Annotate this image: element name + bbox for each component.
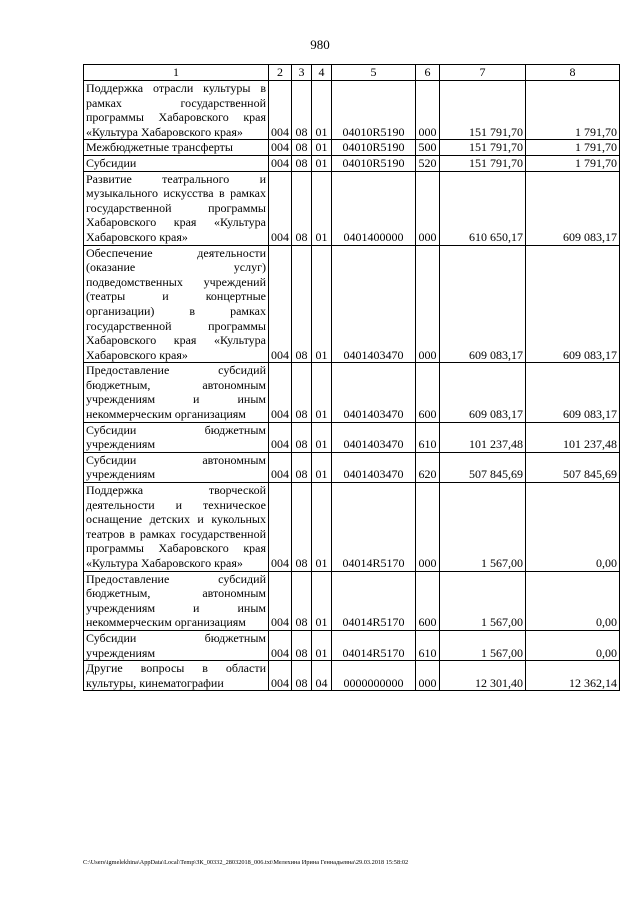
target-article-cell: 0401403470 bbox=[332, 422, 416, 452]
section-code-cell: 08 bbox=[292, 245, 312, 363]
target-article-cell: 0000000000 bbox=[332, 661, 416, 691]
table-header-row bbox=[84, 65, 620, 81]
column-header: 8 bbox=[526, 65, 620, 81]
expense-type-cell: 000 bbox=[416, 171, 440, 245]
row-name-cell: Развитие театрального и музыкального искусства в рамках государственной программы Хабаровского края «Культура Хабаровского края» bbox=[84, 171, 269, 245]
subsection-code-cell: 04 bbox=[312, 661, 332, 691]
amount-col7-cell: 507 845,69 bbox=[440, 452, 526, 482]
table-row bbox=[84, 452, 620, 482]
chapter-code-cell: 004 bbox=[269, 363, 292, 422]
column-header: 3 bbox=[292, 65, 312, 81]
column-header: 7 bbox=[440, 65, 526, 81]
amount-col8-cell: 1 791,70 bbox=[526, 81, 620, 140]
target-article-cell: 04010R5190 bbox=[332, 140, 416, 156]
subsection-code-cell: 01 bbox=[312, 245, 332, 363]
expense-type-cell: 610 bbox=[416, 630, 440, 660]
amount-col8-cell: 609 083,17 bbox=[526, 363, 620, 422]
expense-type-cell: 620 bbox=[416, 452, 440, 482]
subsection-code-cell: 01 bbox=[312, 571, 332, 630]
subsection-code-cell: 01 bbox=[312, 140, 332, 156]
expense-type-cell: 520 bbox=[416, 155, 440, 171]
chapter-code-cell: 004 bbox=[269, 630, 292, 660]
table-row bbox=[84, 140, 620, 156]
row-name-cell: Субсидии бюджетным учреждениям bbox=[84, 630, 269, 660]
column-header: 5 bbox=[332, 65, 416, 81]
target-article-cell: 0401403470 bbox=[332, 245, 416, 363]
expense-type-cell: 610 bbox=[416, 422, 440, 452]
row-name-cell: Межбюджетные трансферты bbox=[84, 140, 269, 156]
chapter-code-cell: 004 bbox=[269, 245, 292, 363]
section-code-cell: 08 bbox=[292, 483, 312, 572]
section-code-cell: 08 bbox=[292, 171, 312, 245]
expense-type-cell: 500 bbox=[416, 140, 440, 156]
target-article-cell: 04014R5170 bbox=[332, 571, 416, 630]
table-row bbox=[84, 171, 620, 245]
table-row bbox=[84, 155, 620, 171]
amount-col7-cell: 1 567,00 bbox=[440, 483, 526, 572]
subsection-code-cell: 01 bbox=[312, 155, 332, 171]
subsection-code-cell: 01 bbox=[312, 81, 332, 140]
table-row bbox=[84, 571, 620, 630]
target-article-cell: 04010R5190 bbox=[332, 81, 416, 140]
expense-type-cell: 000 bbox=[416, 661, 440, 691]
chapter-code-cell: 004 bbox=[269, 483, 292, 572]
amount-col8-cell: 0,00 bbox=[526, 483, 620, 572]
chapter-code-cell: 004 bbox=[269, 571, 292, 630]
amount-col7-cell: 151 791,70 bbox=[440, 81, 526, 140]
amount-col7-cell: 609 083,17 bbox=[440, 245, 526, 363]
table-body bbox=[84, 81, 620, 691]
section-code-cell: 08 bbox=[292, 661, 312, 691]
row-name-cell: Субсидии автономным учреждениям bbox=[84, 452, 269, 482]
amount-col8-cell: 12 362,14 bbox=[526, 661, 620, 691]
chapter-code-cell: 004 bbox=[269, 171, 292, 245]
row-name-cell: Поддержка отрасли культуры в рамках государственной программы Хабаровского края «Культура Хабаровского края» bbox=[84, 81, 269, 140]
budget-table bbox=[83, 64, 620, 691]
target-article-cell: 0401403470 bbox=[332, 363, 416, 422]
amount-col7-cell: 101 237,48 bbox=[440, 422, 526, 452]
amount-col8-cell: 507 845,69 bbox=[526, 452, 620, 482]
subsection-code-cell: 01 bbox=[312, 171, 332, 245]
amount-col7-cell: 1 567,00 bbox=[440, 571, 526, 630]
row-name-cell: Предоставление субсидий бюджетным, автономным учреждениям и иным некоммерческим организациям bbox=[84, 363, 269, 422]
amount-col8-cell: 0,00 bbox=[526, 630, 620, 660]
page-number: 980 bbox=[310, 37, 330, 52]
row-name-cell: Предоставление субсидий бюджетным, автономным учреждениям и иным некоммерческим организациям bbox=[84, 571, 269, 630]
chapter-code-cell: 004 bbox=[269, 140, 292, 156]
target-article-cell: 04014R5170 bbox=[332, 483, 416, 572]
subsection-code-cell: 01 bbox=[312, 630, 332, 660]
section-code-cell: 08 bbox=[292, 140, 312, 156]
chapter-code-cell: 004 bbox=[269, 452, 292, 482]
subsection-code-cell: 01 bbox=[312, 363, 332, 422]
target-article-cell: 0401403470 bbox=[332, 452, 416, 482]
expense-type-cell: 600 bbox=[416, 363, 440, 422]
table-row bbox=[84, 630, 620, 660]
amount-col8-cell: 1 791,70 bbox=[526, 140, 620, 156]
row-name-cell: Поддержка творческой деятельности и техническое оснащение детских и кукольных театров в рамках государственной программы Хабаровского края «Культура Хабаровского края» bbox=[84, 483, 269, 572]
row-name-cell: Субсидии бюджетным учреждениям bbox=[84, 422, 269, 452]
column-header: 6 bbox=[416, 65, 440, 81]
table-row bbox=[84, 422, 620, 452]
target-article-cell: 04010R5190 bbox=[332, 155, 416, 171]
table-row bbox=[84, 661, 620, 691]
section-code-cell: 08 bbox=[292, 363, 312, 422]
section-code-cell: 08 bbox=[292, 571, 312, 630]
expense-type-cell: 000 bbox=[416, 245, 440, 363]
row-name-cell: Субсидии bbox=[84, 155, 269, 171]
table-row bbox=[84, 81, 620, 140]
expense-type-cell: 000 bbox=[416, 81, 440, 140]
column-header: 1 bbox=[84, 65, 269, 81]
amount-col8-cell: 101 237,48 bbox=[526, 422, 620, 452]
amount-col7-cell: 609 083,17 bbox=[440, 363, 526, 422]
subsection-code-cell: 01 bbox=[312, 422, 332, 452]
chapter-code-cell: 004 bbox=[269, 661, 292, 691]
subsection-code-cell: 01 bbox=[312, 452, 332, 482]
section-code-cell: 08 bbox=[292, 81, 312, 140]
amount-col7-cell: 12 301,40 bbox=[440, 661, 526, 691]
subsection-code-cell: 01 bbox=[312, 483, 332, 572]
target-article-cell: 04014R5170 bbox=[332, 630, 416, 660]
target-article-cell: 0401400000 bbox=[332, 171, 416, 245]
amount-col8-cell: 0,00 bbox=[526, 571, 620, 630]
chapter-code-cell: 004 bbox=[269, 155, 292, 171]
column-header: 4 bbox=[312, 65, 332, 81]
row-name-cell: Другие вопросы в области культуры, кинематографии bbox=[84, 661, 269, 691]
expense-type-cell: 600 bbox=[416, 571, 440, 630]
footer-file-path: C:\Users\igmelekhina\AppData\Local\Temp\ЗК_00332_28032018_006.txt\Мелехина Ирина Геннадьевна\29.03.2018 15:58:02 bbox=[83, 859, 409, 866]
table-row bbox=[84, 245, 620, 363]
amount-col8-cell: 609 083,17 bbox=[526, 245, 620, 363]
section-code-cell: 08 bbox=[292, 422, 312, 452]
section-code-cell: 08 bbox=[292, 452, 312, 482]
amount-col7-cell: 1 567,00 bbox=[440, 630, 526, 660]
section-code-cell: 08 bbox=[292, 630, 312, 660]
table-row bbox=[84, 483, 620, 572]
amount-col7-cell: 151 791,70 bbox=[440, 155, 526, 171]
expense-type-cell: 000 bbox=[416, 483, 440, 572]
amount-col8-cell: 609 083,17 bbox=[526, 171, 620, 245]
row-name-cell: Обеспечение деятельности (оказание услуг) подведомственных учреждений (театры и концертные организации) в рамках государственной программы Хабаровского края «Культура Хабаровского края» bbox=[84, 245, 269, 363]
amount-col7-cell: 151 791,70 bbox=[440, 140, 526, 156]
table-row bbox=[84, 363, 620, 422]
chapter-code-cell: 004 bbox=[269, 422, 292, 452]
column-header: 2 bbox=[269, 65, 292, 81]
chapter-code-cell: 004 bbox=[269, 81, 292, 140]
section-code-cell: 08 bbox=[292, 155, 312, 171]
amount-col8-cell: 1 791,70 bbox=[526, 155, 620, 171]
amount-col7-cell: 610 650,17 bbox=[440, 171, 526, 245]
